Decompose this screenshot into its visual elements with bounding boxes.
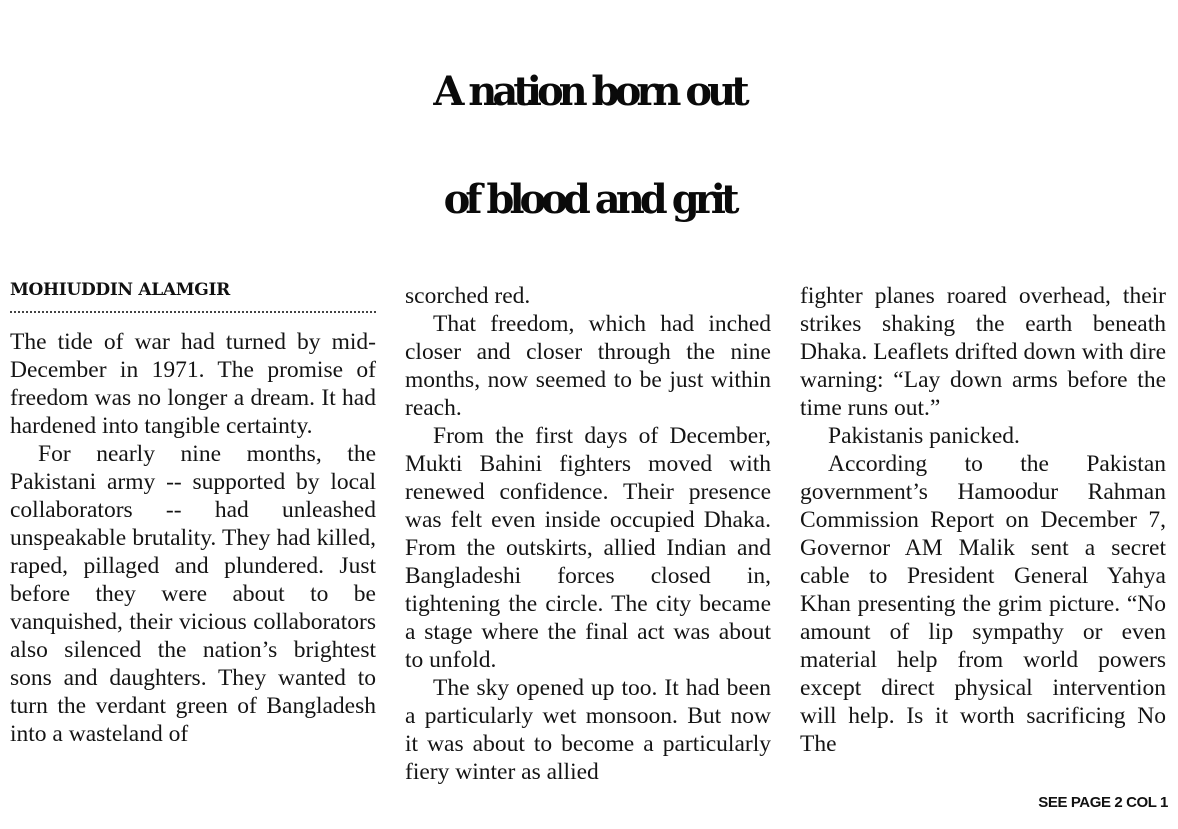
paragraph: Pakistanis panicked. xyxy=(828,423,1020,449)
headline xyxy=(0,38,1178,254)
article-column-3 xyxy=(800,282,1166,784)
paragraph: scorched red. xyxy=(405,283,531,309)
paragraph: From the first days of December, Mukti Bahini fighters moved with renewed confidence. Their presence was felt even inside occupied Dhaka. From the outskirts, allied Indian and Bangladeshi forces closed in, tightening the circle. The city became a stage where the final act was about to unfold. xyxy=(405,423,771,673)
article-column-2 xyxy=(405,282,771,812)
paragraph: According to the Pakistan government’s Hamoodur Rahman Commission Report on December 7, Governor AM Malik sent a secret cable to President General Yahya Khan presenting the grim picture. “No amount of lip sympathy or even material help from world powers except direct physical intervention will help. Is it worth sacrificing No The xyxy=(800,451,1166,757)
headline-line-1: A nation born out xyxy=(433,68,745,115)
byline-divider xyxy=(10,311,376,313)
headline-line-2: of blood and grit xyxy=(443,176,735,223)
article-column-1 xyxy=(10,328,376,812)
paragraph: That freedom, which had inched closer and closer through the nine months, now seemed to be just within reach. xyxy=(405,311,771,421)
paragraph: For nearly nine months, the Pakistani army -- supported by local collaborators -- had unleashed unspeakable brutality. They had killed, raped, pillaged and plundered. Just before they were about to be vanquished, their vicious collaborators also silenced the nation’s brightest sons and daughters. They wanted to turn the verdant green of Bangladesh into a wasteland of xyxy=(10,441,376,747)
paragraph: The sky opened up too. It had been a particularly wet monsoon. But now it was about to become a particularly fiery winter as allied xyxy=(405,675,771,785)
byline: MOHIUDDIN ALAMGIR xyxy=(10,280,231,300)
continued-on-reference: SEE PAGE 2 COL 1 xyxy=(1038,794,1168,811)
paragraph: fighter planes roared overhead, their strikes shaking the earth beneath Dhaka. Leaflets drifted down with dire warning: “Lay down arms before the time runs out.” xyxy=(800,283,1166,421)
paragraph: The tide of war had turned by mid-December in 1971. The promise of freedom was no longer a dream. It had hardened into tangible certainty. xyxy=(10,329,376,439)
